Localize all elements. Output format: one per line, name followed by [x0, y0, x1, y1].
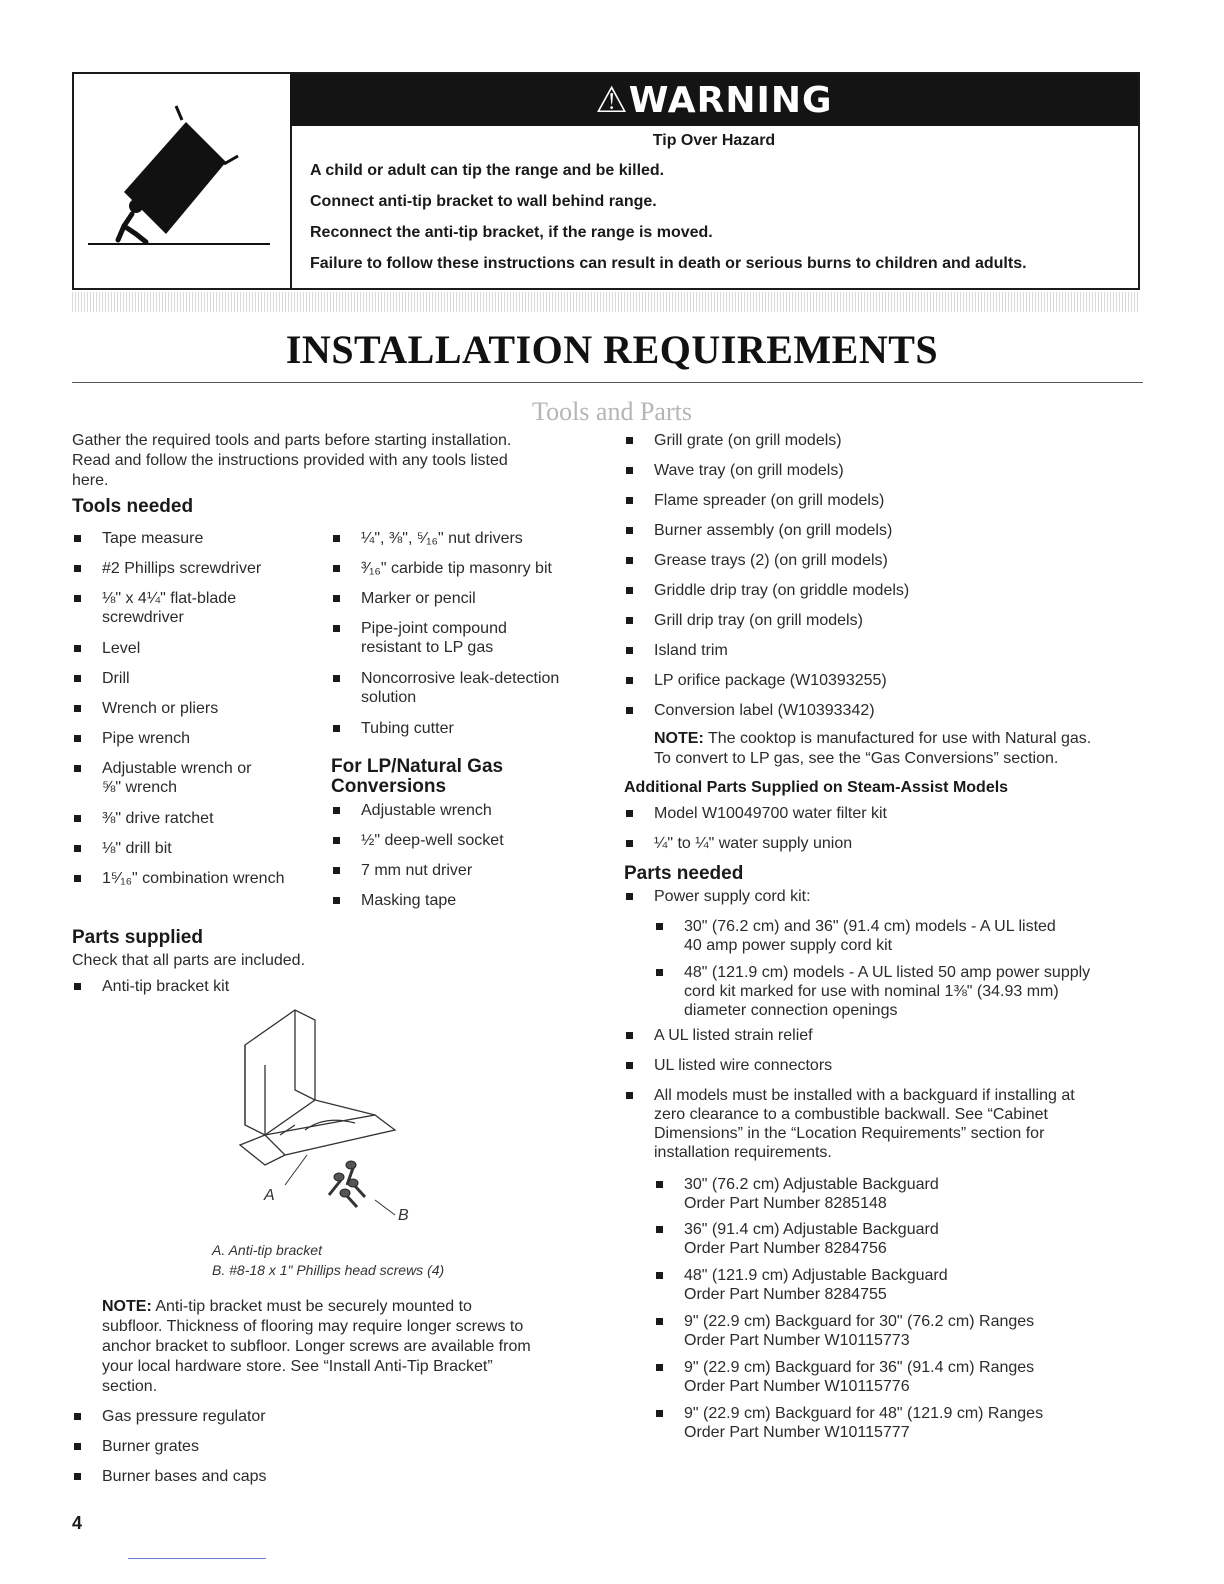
lp-conversions-heading — [331, 757, 503, 797]
list-item: Gas pressure regulator — [72, 1407, 372, 1437]
warning-line: A child or adult can tip the range and be killed. — [310, 162, 665, 179]
list-item: Tape measure — [72, 529, 322, 559]
list-item: Island trim — [624, 641, 1144, 671]
list-item: Anti-tip bracket kit — [72, 977, 372, 996]
alert-triangle-icon: ⚠ — [595, 80, 629, 121]
list-item: A UL listed strain relief — [624, 1026, 1144, 1056]
page-number: 4 — [72, 1513, 83, 1533]
parts-supplied-heading: Parts supplied — [72, 927, 203, 948]
note-label: NOTE: — [102, 1298, 152, 1315]
cooktop-note: NOTE: The cooktop is manufactured for use with Natural gas. To convert to LP gas, see the “Gas Conversions” section. — [654, 730, 1092, 767]
list-item: #2 Phillips screwdriver — [72, 559, 322, 589]
list-item: Marker or pencil — [331, 589, 606, 619]
list-item: 30" (76.2 cm) Adjustable Backguard Order Part Number 8285148 — [654, 1175, 1144, 1220]
parts-needed-cord — [624, 887, 1144, 917]
list-item: Pipe wrench — [72, 729, 322, 759]
title-rule — [72, 382, 1143, 383]
warning-title: ⚠WARNING — [595, 80, 833, 121]
list-item: Burner assembly (on grill models) — [624, 521, 1144, 551]
anti-tip-note: NOTE: Anti-tip bracket must be securely mounted to subfloor. Thickness of flooring may require longer screws to anchor bracket to subfloor. Longer screws are available from your local hardware store. See “Install Anti-Tip Bracket” section. — [102, 1298, 531, 1395]
list-item: ½" deep-well socket — [331, 831, 606, 861]
caption-line: B. #8-18 x 1" Phillips head screws (4) — [212, 1262, 445, 1278]
warning-line: Connect anti-tip bracket to wall behind range. — [310, 193, 657, 210]
backguard-note — [624, 1086, 1144, 1176]
list-item: 7 mm nut driver — [331, 861, 606, 891]
list-item: 9" (22.9 cm) Backguard for 30" (76.2 cm) Ranges Order Part Number W10115773 — [654, 1312, 1144, 1358]
list-item: UL listed wire connectors — [624, 1056, 1144, 1086]
list-item: 30" (76.2 cm) and 36" (91.4 cm) models - A UL listed 40 amp power supply cord kit — [654, 917, 1144, 963]
warning-subtitle: Tip Over Hazard — [652, 132, 776, 149]
intro-line: here. — [72, 472, 109, 489]
backguard-list — [654, 1175, 1144, 1450]
list-item: Masking tape — [331, 891, 606, 921]
steam-assist-list — [624, 804, 1124, 864]
list-item: Adjustable wrench or ⅝" wrench — [72, 759, 322, 809]
list-item: Pipe-joint compound resistant to LP gas — [331, 619, 606, 669]
steam-assist-heading: Additional Parts Supplied on Steam-Assist Models — [624, 779, 1009, 796]
warning-box — [72, 72, 1140, 290]
tools-list-col1 — [72, 529, 322, 899]
heading-line: For LP/Natural Gas — [331, 756, 504, 777]
list-item: Grease trays (2) (on grill models) — [624, 551, 1144, 581]
parts-needed-heading: Parts needed — [624, 863, 744, 884]
list-item: 9" (22.9 cm) Backguard for 48" (121.9 cm) Ranges Order Part Number W10115777 — [654, 1404, 1144, 1450]
list-item: LP orifice package (W10393255) — [624, 671, 1144, 701]
warning-header — [290, 74, 1138, 126]
list-item: Model W10049700 water filter kit — [624, 804, 1124, 834]
list-item: ⅜" drive ratchet — [72, 809, 322, 839]
intro-line: Read and follow the instructions provided with any tools listed — [72, 452, 508, 469]
list-item: 48" (121.9 cm) models - A UL listed 50 amp power supply cord kit marked for use with nominal 1⅜" (34.93 mm) diameter connection openings — [654, 963, 1144, 1027]
list-item: Level — [72, 639, 322, 669]
list-item: Power supply cord kit: — [624, 887, 1144, 917]
list-item: Wave tray (on grill models) — [624, 461, 1144, 491]
list-item: Griddle drip tray (on griddle models) — [624, 581, 1144, 611]
list-item: ⅛" drill bit — [72, 839, 322, 869]
figure-caption — [212, 1240, 444, 1280]
parts-supplied-first — [72, 977, 372, 996]
list-item: 48" (121.9 cm) Adjustable Backguard Order Part Number 8284755 — [654, 1266, 1144, 1312]
list-item: 9" (22.9 cm) Backguard for 36" (91.4 cm) Ranges Order Part Number W10115776 — [654, 1358, 1144, 1404]
list-item: Adjustable wrench — [331, 801, 606, 831]
page-title: INSTALLATION REQUIREMENTS — [285, 327, 939, 372]
warning-line: Reconnect the anti-tip bracket, if the range is moved. — [310, 224, 713, 241]
list-item: Wrench or pliers — [72, 699, 322, 729]
list-item: Drill — [72, 669, 322, 699]
footer-link-line — [128, 1558, 266, 1559]
list-item: Flame spreader (on grill models) — [624, 491, 1144, 521]
parts-needed-list — [624, 1026, 1144, 1086]
list-item: Burner grates — [72, 1437, 372, 1467]
list-item: ⅛" x 4¼" flat-blade screwdriver — [72, 589, 322, 639]
list-item: All models must be installed with a backguard if installing at zero clearance to a combustible backwall. See “Cabinet Dimensions” in the “Location Requirements” section for installation requirements. — [624, 1086, 1144, 1176]
list-item: Burner bases and caps — [72, 1467, 372, 1497]
figure-label-a: A — [264, 1187, 275, 1204]
parts-supplied-right — [624, 431, 1144, 731]
parts-supplied-more — [72, 1407, 372, 1497]
cord-kit-list — [654, 917, 1144, 1027]
lp-conversions-list — [331, 801, 606, 921]
intro-text — [72, 431, 592, 491]
list-item: Conversion label (W10393342) — [624, 701, 1144, 731]
list-item: ¼", ⅜", ⁵⁄₁₆" nut drivers — [331, 529, 606, 559]
tools-needed-heading: Tools needed — [72, 496, 194, 517]
list-item: ¼" to ¼" water supply union — [624, 834, 1124, 864]
parts-supplied-intro: Check that all parts are included. — [72, 952, 306, 969]
list-item: 1⁵⁄₁₆" combination wrench — [72, 869, 322, 899]
list-item: Grill grate (on grill models) — [624, 431, 1144, 461]
hatch-divider — [72, 292, 1140, 312]
list-item: 36" (91.4 cm) Adjustable Backguard Order Part Number 8284756 — [654, 1220, 1144, 1266]
list-item: Noncorrosive leak-detection solution — [331, 669, 606, 719]
intro-line: Gather the required tools and parts before starting installation. — [72, 432, 512, 449]
list-item: Tubing cutter — [331, 719, 606, 749]
tip-over-illustration — [74, 74, 292, 288]
heading-line: Conversions — [331, 776, 447, 797]
warning-line: Failure to follow these instructions can result in death or serious burns to children and adults. — [310, 255, 1027, 272]
anti-tip-bracket-figure — [225, 1005, 425, 1235]
list-item: Grill drip tray (on grill models) — [624, 611, 1144, 641]
section-title: Tools and Parts — [532, 397, 692, 426]
figure-label-b: B — [398, 1207, 409, 1224]
note-label: NOTE: — [654, 730, 704, 747]
list-item: ³⁄₁₆" carbide tip masonry bit — [331, 559, 606, 589]
tools-list-col2 — [331, 529, 606, 749]
caption-line: A. Anti-tip bracket — [212, 1242, 322, 1258]
